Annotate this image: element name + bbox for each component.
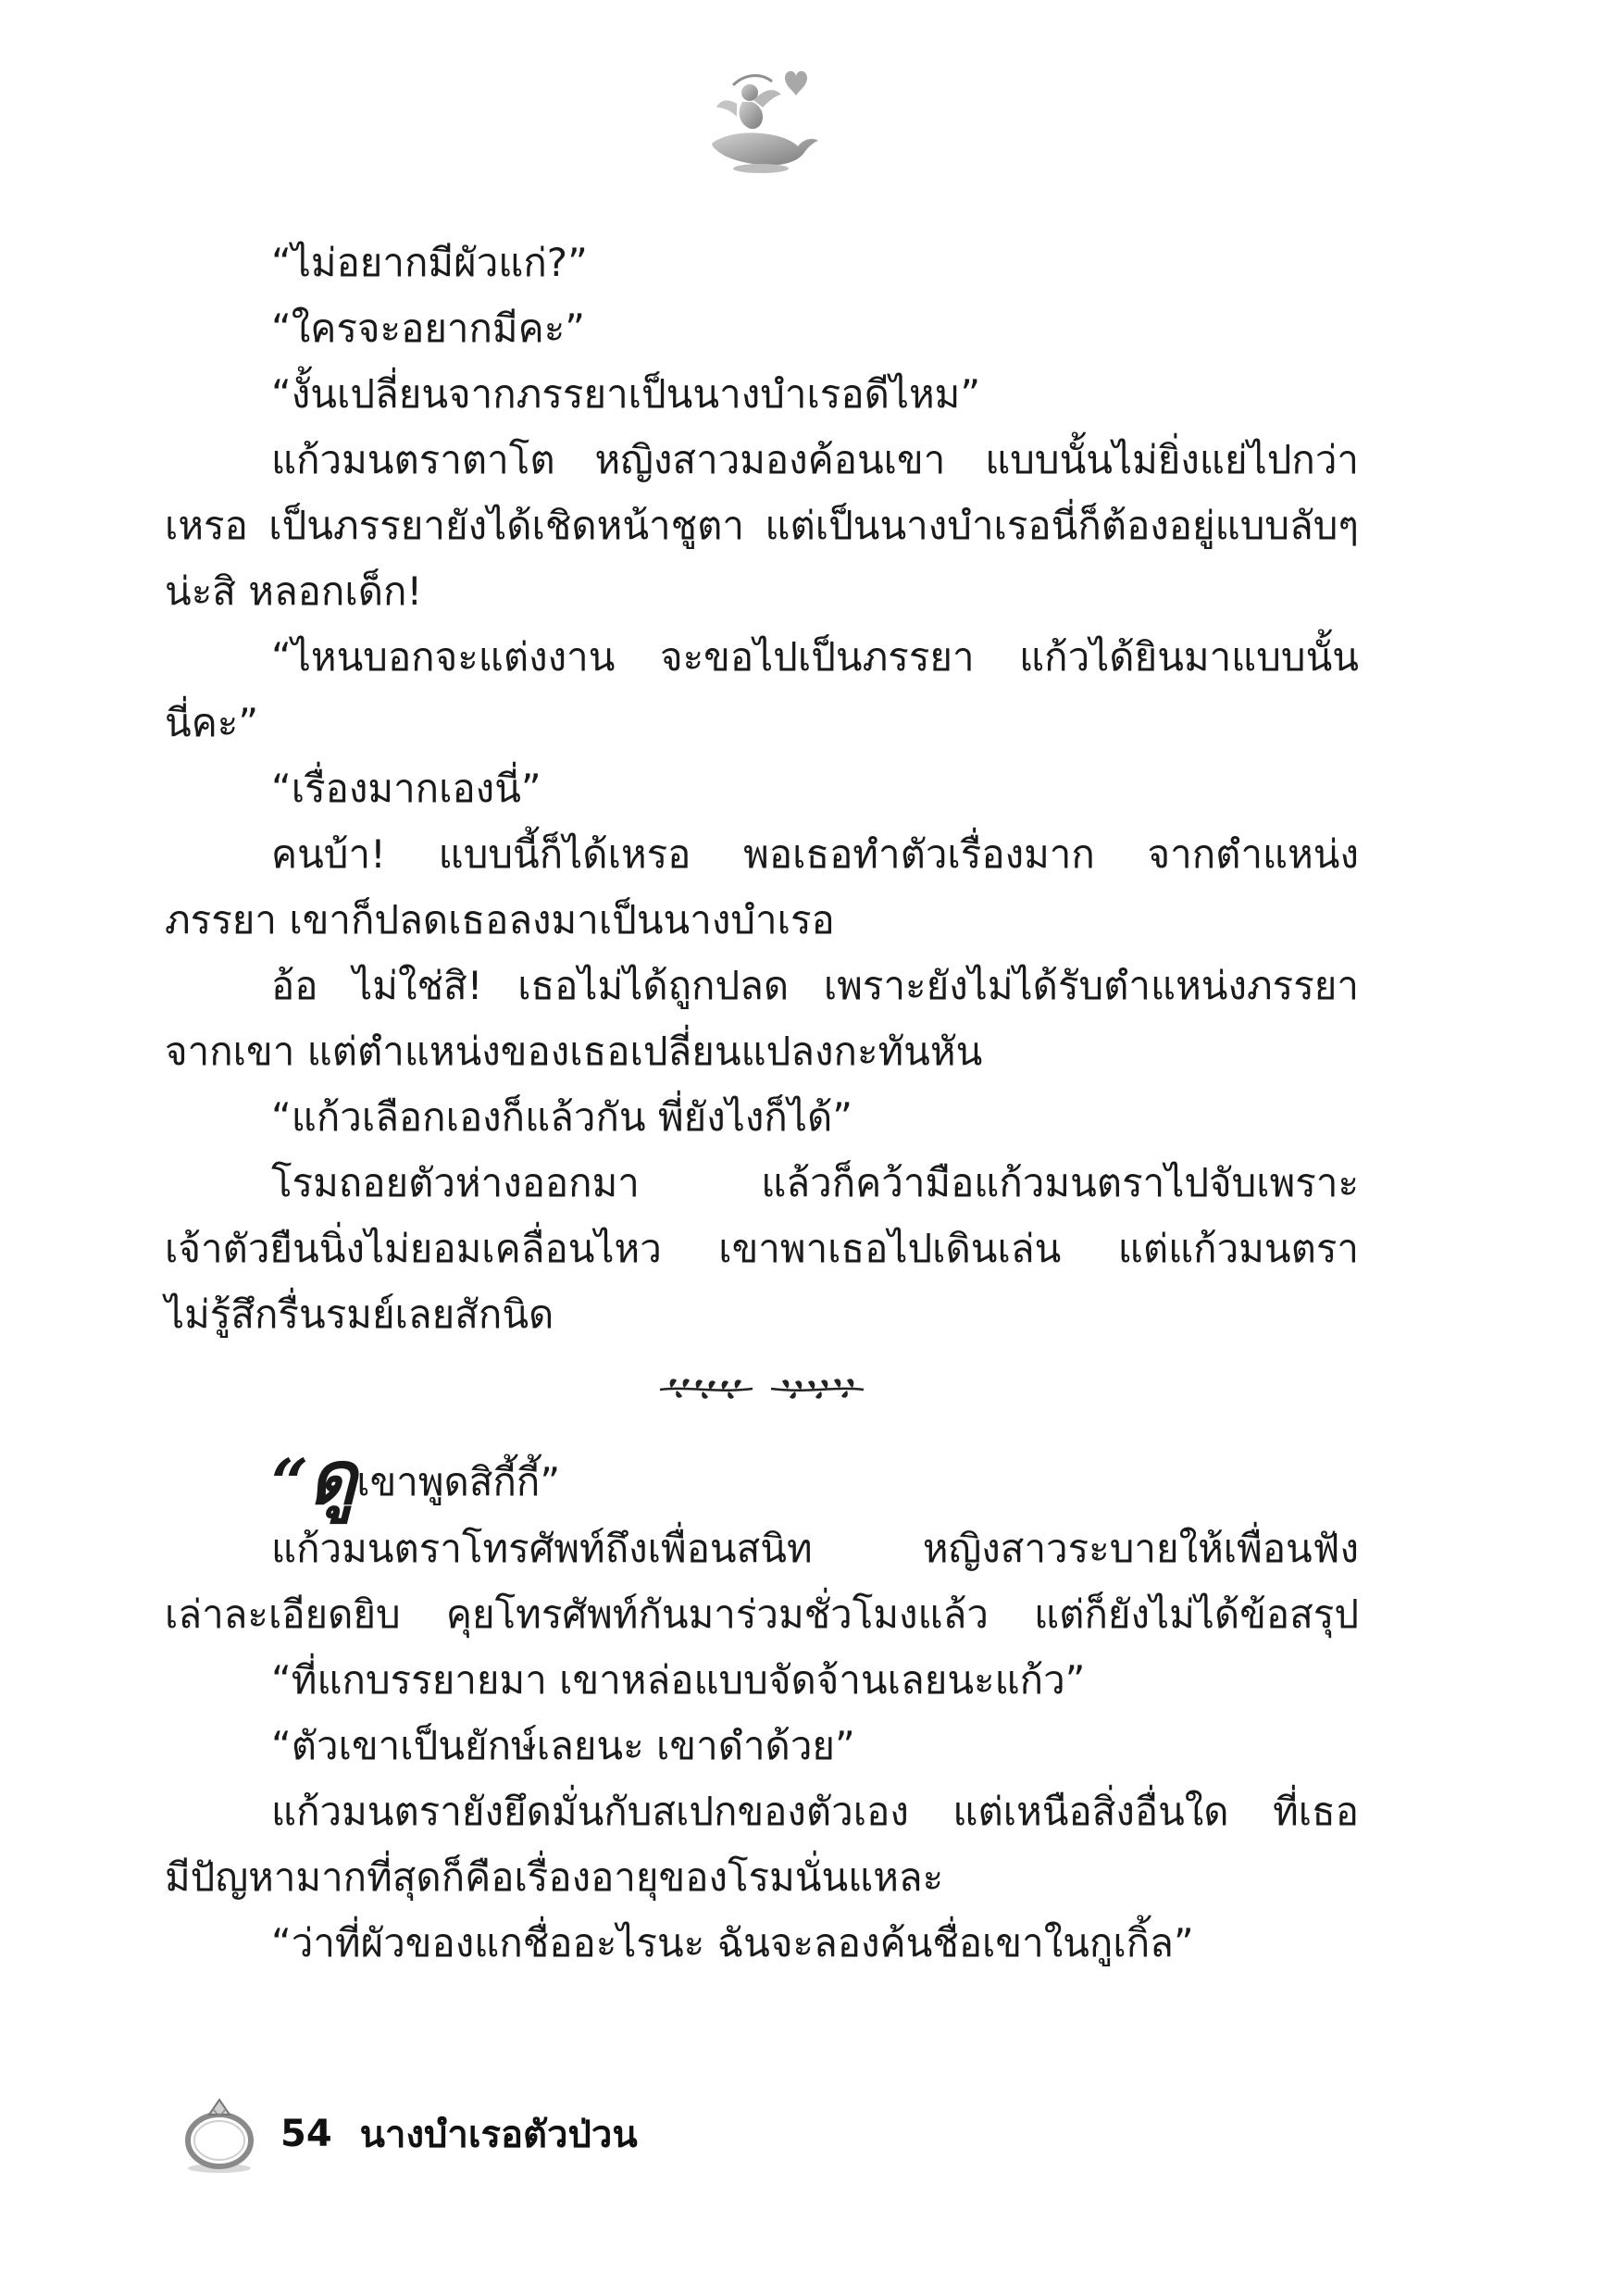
text-line: “ตัวเขาเป็นยักษ์เลยนะ เขาดำด้วย”	[271, 1723, 855, 1768]
text-line: เหรอ เป็นภรรยายังได้เชิดหน้าชูตา แต่เป็นนางบำเรอนี่ก็ต้องอยู่แบบลับๆ	[165, 503, 1359, 548]
cupid-teapot-ornament-icon	[696, 57, 826, 178]
dropcap-rest-text: เขาพูดสิกี้กี้”	[356, 1459, 561, 1504]
dropcap-letter: ดู	[308, 1435, 357, 1521]
body-text	[165, 230, 1359, 1976]
text-line: “ไหนบอกจะแต่งงาน จะขอไปเป็นภรรยา แก้วได้ยินมาแบบนั้น	[271, 634, 1359, 680]
page-footer	[176, 2088, 638, 2180]
text-line: “ใครจะอยากมีคะ”	[271, 306, 586, 351]
text-line: แก้วมนตราตาโต หญิงสาวมองค้อนเขา แบบนั้นไม่ยิ่งแย่ไปกว่า	[271, 437, 1359, 482]
dropcap-quote: “	[271, 1444, 309, 1521]
text-line: “เรื่องมากเองนี่”	[271, 766, 541, 811]
text-line: ภรรยา เขาก็ปลดเธอลงมาเป็นนางบำเรอ	[165, 897, 835, 942]
text-line: เล่าละเอียดยิบ คุยโทรศัพท์กันมาร่วมชั่วโมงแล้ว แต่ก็ยังไม่ได้ข้อสรุป	[165, 1591, 1359, 1637]
leaf-vine-divider-icon	[651, 1373, 873, 1404]
diamond-ring-icon	[176, 2092, 264, 2176]
text-line: “งั้นเปลี่ยนจากภรรยาเป็นนางบำเรอดีไหม”	[271, 371, 981, 417]
text-line: แก้วมนตรายังยึดมั่นกับสเปกของตัวเอง แต่เหนือสิ่งอื่นใด ที่เธอ	[271, 1789, 1359, 1834]
section-separator	[165, 1347, 1359, 1430]
text-line: น่ะสิ หลอกเด็ก!	[165, 568, 423, 614]
text-line: จากเขา แต่ตำแหน่งของเธอเปลี่ยนแปลงกะทันหัน	[165, 1029, 983, 1074]
text-line: “แก้วเลือกเองก็แล้วกัน พี่ยังไงก็ได้”	[271, 1094, 853, 1140]
dropcap-paragraph	[165, 1430, 1359, 1521]
text-line: “ว่าที่ผัวของแกชื่ออะไรนะ ฉันจะลองค้นชื่อเขาในกูเกิ้ล”	[271, 1920, 1194, 1965]
text-line: อ้อ ไม่ใช่สิ! เธอไม่ได้ถูกปลด เพราะยังไม่ได้รับตำแหน่งภรรยา	[271, 963, 1359, 1008]
text-line: โรมถอยตัวห่างออกมา แล้วก็คว้ามือแก้วมนตราไปจับเพราะ	[271, 1160, 1359, 1205]
text-line: “ที่แกบรรยายมา เขาหล่อแบบจัดจ้านเลยนะแก้ว”	[271, 1657, 1086, 1703]
text-line: นี่คะ”	[165, 700, 259, 745]
text-line: “ไม่อยากมีผัวแก่?”	[271, 240, 588, 285]
text-line: คนบ้า! แบบนี้ก็ได้เหรอ พอเธอทำตัวเรื่องมาก จากตำแหน่ง	[271, 831, 1359, 877]
book-title: นางบำเรอตัวป่วน	[359, 2114, 638, 2156]
text-line: แก้วมนตราโทรศัพท์ถึงเพื่อนสนิท หญิงสาวระบายให้เพื่อนฟัง	[271, 1526, 1359, 1571]
text-line: มีปัญหามากที่สุดก็คือเรื่องอายุของโรมนั่นแหละ	[165, 1854, 944, 1900]
text-line: เจ้าตัวยืนนิ่งไม่ยอมเคลื่อนไหว เขาพาเธอไปเดินเล่น แต่แก้วมนตรา	[165, 1226, 1359, 1271]
text-line: ไม่รู้สึกรื่นรมย์เลยสักนิด	[165, 1292, 554, 1337]
page-number: 54	[280, 2113, 332, 2155]
